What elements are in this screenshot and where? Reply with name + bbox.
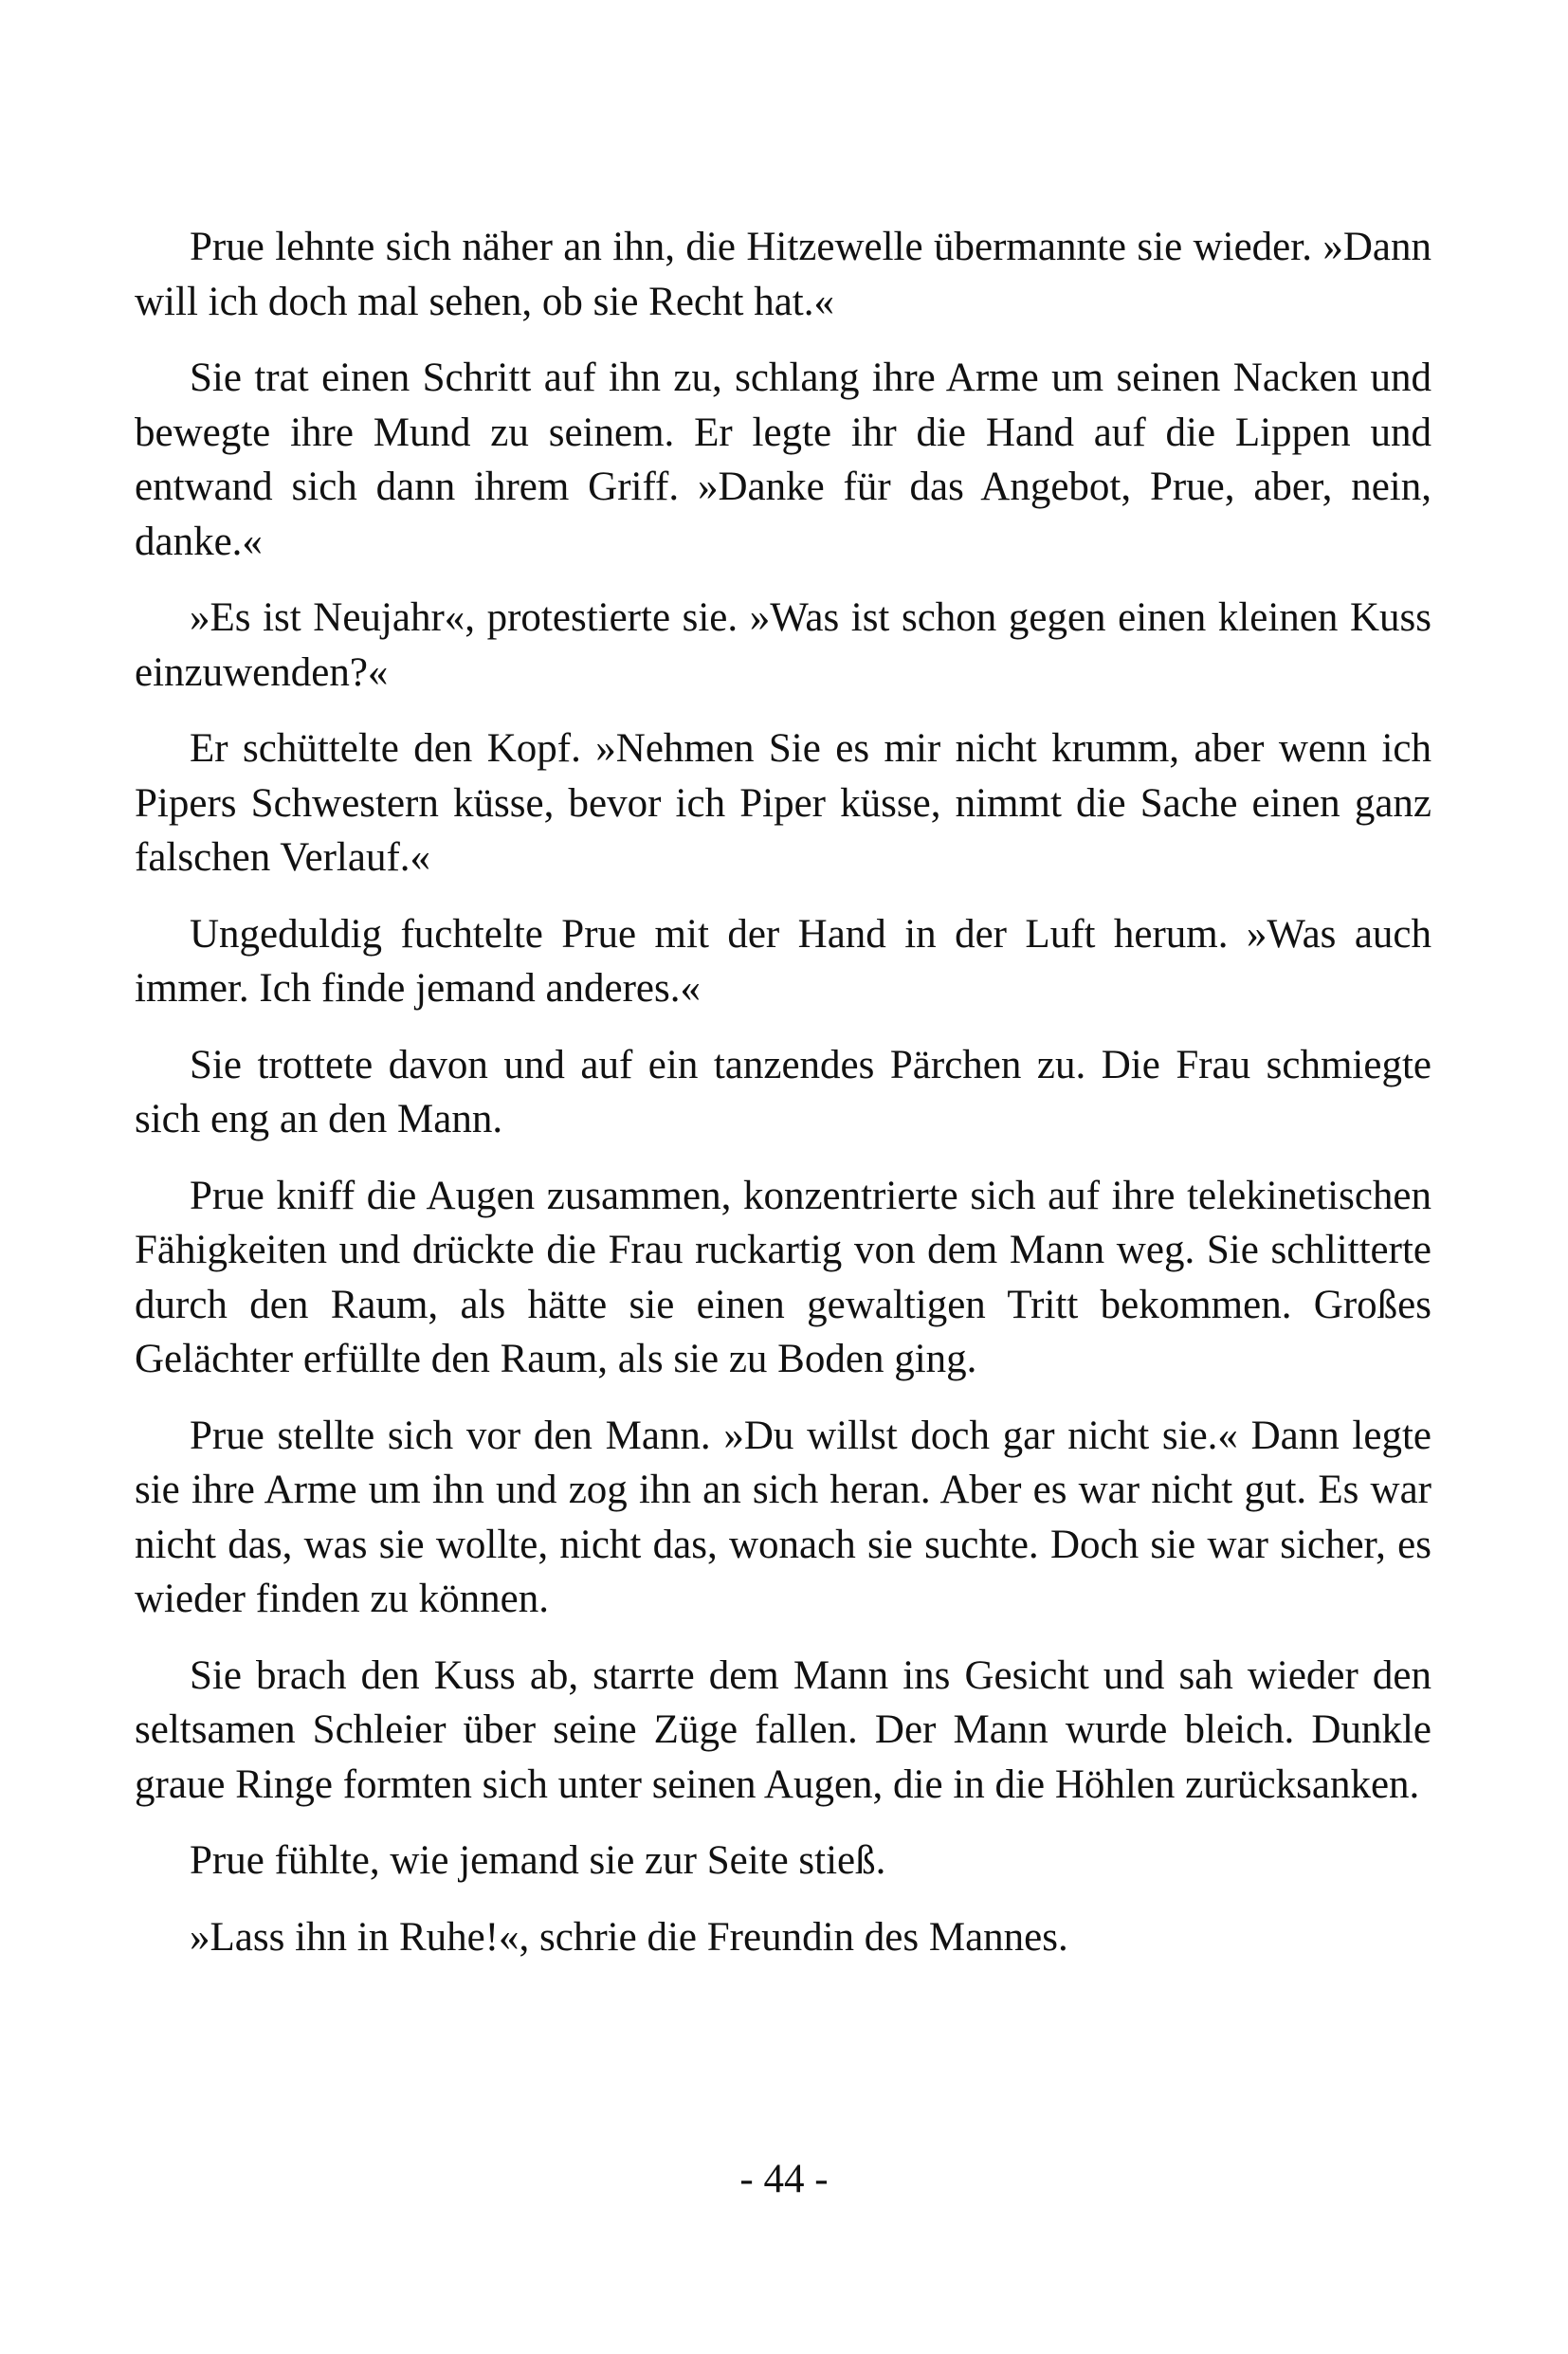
paragraph-5: Ungeduldig fuchtelte Prue mit der Hand in der Luft herum. »Was auch immer. Ich finde jemand anderes.« [135,911,1431,1011]
paragraph-3: »Es ist Neujahr«, protestierte sie. »Was ist schon gegen einen kleinen Kuss einzuwenden?« [135,595,1431,695]
paragraph-11: »Lass ihn in Ruhe!«, schrie die Freundin des Mannes. [190,1914,1068,1960]
paragraph-6: Sie trottete davon und auf ein tanzendes Pärchen zu. Die Frau schmiegte sich eng an den Mann. [135,1042,1431,1141]
paragraph-10: Prue fühlte, wie jemand sie zur Seite stieß. [190,1838,886,1883]
paragraph-2: Sie trat einen Schritt auf ihn zu, schlang ihre Arme um seinen Nacken und bewegte ihre Mund zu seinem. Er legte ihr die Hand auf die Lippen und entwand sich dann ihrem Griff. »Danke für das Angebot, Prue, aber, nein, danke.« [135,356,1431,564]
paragraph-8: Prue stellte sich vor den Mann. »Du willst doch gar nicht sie.« Dann legte sie ihre Arme um ihn und zog ihn an sich heran. Aber es war nicht gut. Es war nicht das, was sie wollte, nicht das, wonach sie suchte. Doch sie war sicher, es wieder finden zu können. [135,1413,1431,1621]
paragraph-9: Sie brach den Kuss ab, starrte dem Mann ins Gesicht und sah wieder den seltsamen Schleier über seine Züge fallen. Der Mann wurde bleich. Dunkle graue Ringe formten sich unter seinen Augen, die in die Höhlen zurücksanken. [135,1652,1431,1807]
paragraph-4: Er schüttelte den Kopf. »Nehmen Sie es mir nicht krumm, aber wenn ich Pipers Schwestern küsse, bevor ich Piper küsse, nimmt die Sache einen ganz falschen Verlauf.« [135,726,1431,880]
paragraph-7: Prue kniff die Augen zusammen, konzentrierte sich auf ihre telekinetischen Fähigkeiten und drückte die Frau ruckartig von dem Mann weg. Sie schlitterte durch den Raum, als hätte sie einen gewaltigen Tritt bekommen. Großes Gelächter erfüllte den Raum, als sie zu Boden ging. [135,1173,1431,1381]
paragraph-1: Prue lehnte sich näher an ihn, die Hitzewelle übermannte sie wieder. »Dann will ich doch mal sehen, ob sie Recht hat.« [135,225,1431,324]
body-text [135,220,1431,1986]
page-number: - 44 - [739,2157,829,2201]
